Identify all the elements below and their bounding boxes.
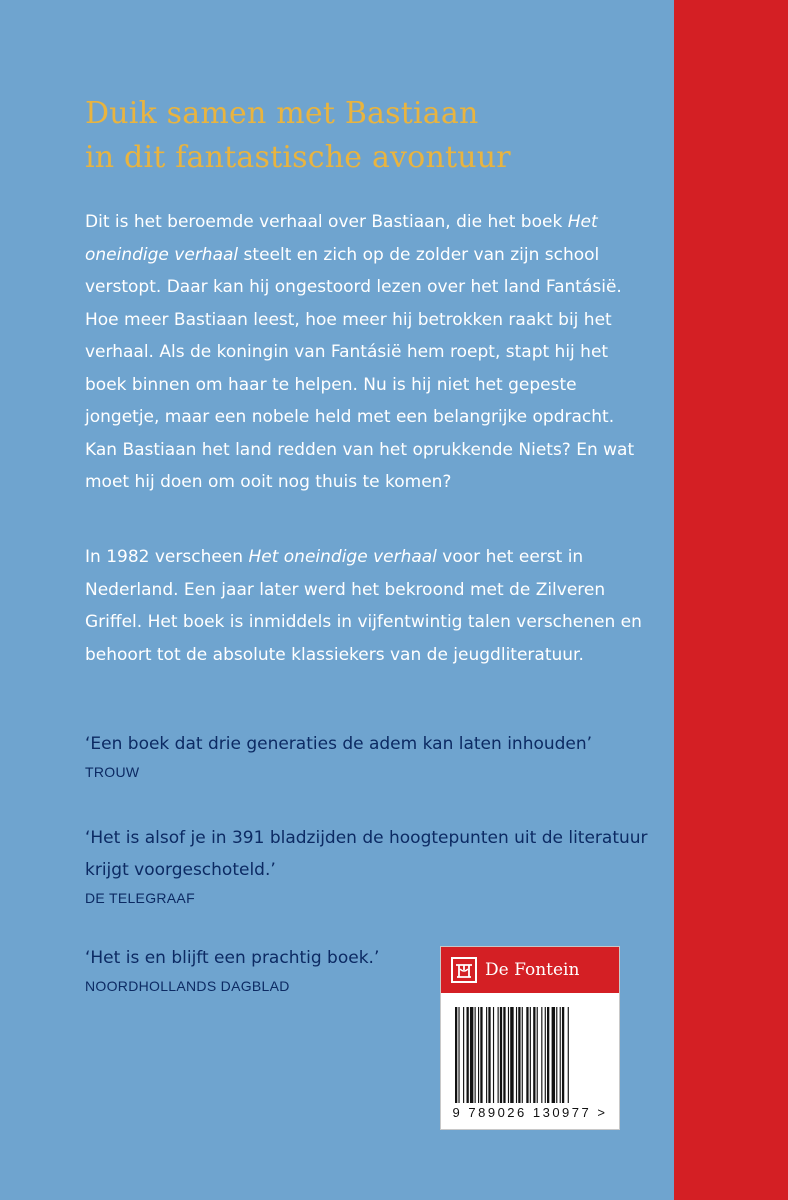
barcode-bar [537, 1007, 538, 1103]
publisher-bar [441, 947, 619, 993]
blurb-paragraph-1 [85, 206, 650, 499]
barcode-bar [510, 1007, 513, 1103]
barcode-bar [547, 1007, 549, 1103]
barcode-bar [480, 1007, 482, 1103]
barcode-bar [556, 1007, 557, 1103]
barcode-bar [463, 1007, 464, 1103]
red-spine-strip [674, 0, 788, 1200]
barcode-bar [486, 1007, 487, 1103]
blurb-p2-text-b: voor het eerst in Nederland. Een jaar later werd het bekroond met de Zilveren Griffel. Het boek is inmiddels in vijfentwintig talen verschenen en behoort tot de absolute klassiekers van de jeugdliteratuur. [85, 547, 642, 665]
barcode-bar [478, 1007, 479, 1103]
blurb-p2-text-a: In 1982 verscheen [85, 547, 249, 567]
barcode-bar [488, 1007, 490, 1103]
quote-source: DE TELEGRAAF [85, 890, 195, 906]
quote-text: ‘Een boek dat drie generaties de adem kan laten inhouden’ [85, 734, 593, 754]
headline [85, 92, 605, 180]
barcode-bar [475, 1007, 476, 1103]
barcode-bar [545, 1007, 546, 1103]
barcode-bar [455, 1007, 457, 1103]
barcode-bar [526, 1007, 528, 1103]
publisher-barcode-panel [440, 946, 620, 1130]
book-title-italic: Het oneindige verhaal [248, 547, 437, 567]
quote-text: ‘Het is en blijft een prachtig boek.’ [85, 948, 380, 968]
review-quote-2 [85, 822, 655, 910]
barcode-bar [458, 1007, 459, 1103]
review-quote-1 [85, 728, 655, 784]
quote-text: ‘Het is alsof je in 391 bladzijden de hoogtepunten uit de literatuur krijgt voorgeschoteld.’ [85, 828, 648, 880]
barcode-bar [552, 1007, 555, 1103]
blurb-p1-text-b: steelt en zich op de zolder van zijn school verstopt. Daar kan hij ongestoord lezen over het land Fantásië. Hoe meer Bastiaan leest, hoe meer hij betrokken raakt bij het verhaal. Als de koningin van Fantásië hem roept, stapt hij het boek binnen om haar te helpen. Nu is hij niet het gepeste jongetje, maar een nobele held met een belangrijke opdracht. Kan Bastiaan het land redden van het oprukkende Niets? En wat moet hij doen om ooit nog thuis te komen? [85, 244, 635, 492]
barcode-bar [541, 1007, 542, 1103]
barcode-bar [498, 1007, 499, 1103]
quote-source: TROUW [85, 764, 140, 780]
barcode-bar [493, 1007, 494, 1103]
barcode-bar [467, 1007, 469, 1103]
fontein-logo-icon [451, 957, 477, 983]
headline-line-2: in dit fantastische avontuur [85, 140, 511, 175]
barcode-bar [533, 1007, 535, 1103]
barcode-bar [530, 1007, 531, 1103]
barcode-bar [518, 1007, 520, 1103]
isbn-barcode [453, 1007, 607, 1103]
barcode-bar [500, 1007, 502, 1103]
barcode-bar [568, 1007, 569, 1103]
barcode-bar [508, 1007, 509, 1103]
book-title-italic: Het oneindige verhaal [85, 212, 598, 265]
isbn-digits: 9 789026 130977 > [452, 1105, 608, 1120]
blurb-p1-text-a: Dit is het beroemde verhaal over Bastiaan, die het boek [85, 212, 568, 232]
barcode-bar [562, 1007, 564, 1103]
quote-source: NOORDHOLLANDS DAGBLAD [85, 978, 290, 994]
barcode-bar [522, 1007, 523, 1103]
headline-line-1: Duik samen met Bastiaan [85, 96, 479, 131]
barcode-bar [516, 1007, 517, 1103]
blurb-paragraph-2 [85, 541, 650, 671]
publisher-name: De Fontein [485, 960, 580, 980]
barcode-bar [503, 1007, 505, 1103]
barcode-bar [470, 1007, 473, 1103]
barcode-bar [560, 1007, 561, 1103]
